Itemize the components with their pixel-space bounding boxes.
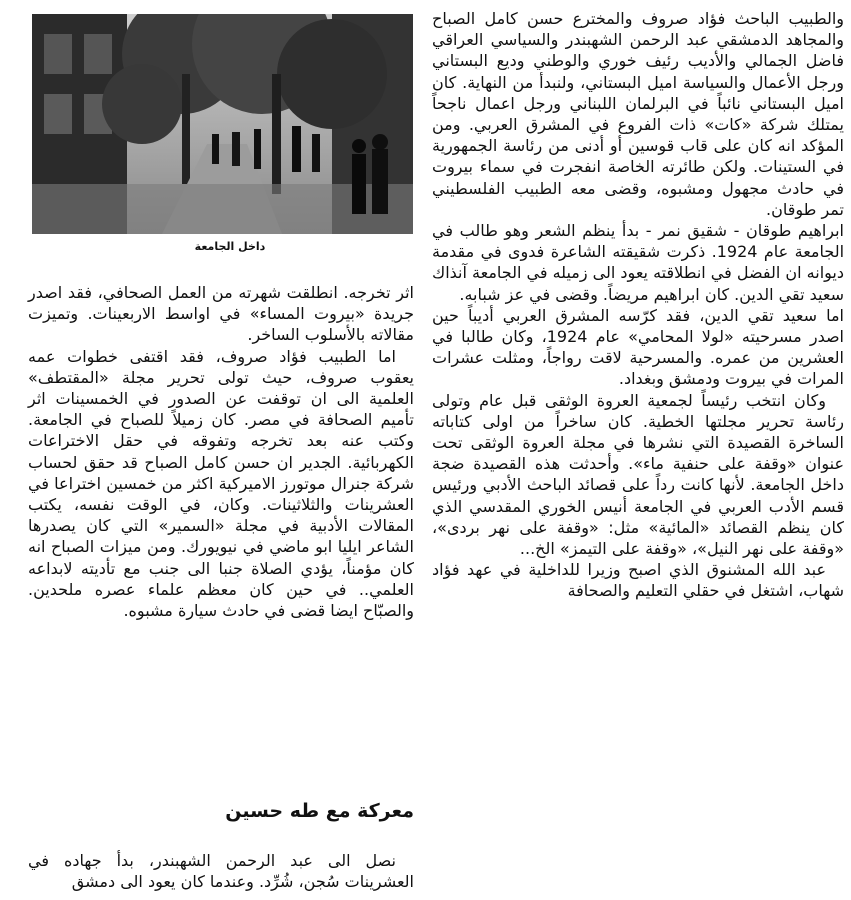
campus-photo-image (32, 14, 413, 234)
paragraph-sarrouf: اما الطبيب فؤاد صروف، فقد اقتفى خطوات عمه يعقوب صروف، حيث تولى تحرير مجلة «المقتطف» العلمية الى ان توقفت عن الصدور في الخمسينات اثر تأميم الصحافة في مصر. كان زميلاً للصباح في الجامعة. وكتب عنه بعد تخرجه وتفوقه في حقل الاختراعات الكهربائية. الجدير ان حسن كامل الصباح قد حقق لحساب شركة جنرال موتورز الاميركية اكثر من خمسين اختراعا في العشرينات والثلاثينات. وكان، في الوقت نفسه، يكتب المقالات الأدبية في مجلة «السمير» التي كان يصدرها الشاعر ايليا ابو ماضي في نيويورك. ومن ميزات الصباح انه كان مؤمناً، يؤدي الصلاة جنبا الى جنب مع تأديته لابداعه العلمي.. في حين كان معظم علماء عصره ملحدين. والصبّاح ايضا قضى في حادث سيارة مشبوه. (28, 346, 414, 621)
paragraph-urwa: وكان انتخب رئيساً لجمعية العروة الوثقى قبل عام وتولى رئاسة تحرير مجلتها الخطية. كان ساخراً من اولى كتاباته الساخرة القصيدة التي نشرها في مجلة العروة الوثقى تحت عنوان «وقفة على حنفية ماء». وأحدثت هذه القصيدة ضجة داخل الجامعة. لأنها كانت رداً على قصائد الباحث الأدبي ورئيس قسم الأدب العربي في الجامعة أنيس الخوري المقدسي الذي كان ينظم القصائد «المائية» مثل: «وقفة على نهر بردى»، «وقفة على نهر النيل»، «وقفة على التيمز» الخ... (432, 390, 844, 559)
paragraph-newspaper: اثر تخرجه. انطلقت شهرته من العمل الصحافي، فقد اصدر جريدة «بيروت المساء» في اواسط الاربعينات. وتميزت مقالاته بالأسلوب الساخر. (28, 283, 414, 345)
photo-caption: داخل الجامعة (194, 240, 266, 253)
left-column-continuation (28, 850, 414, 892)
paragraph-bustani: والطبيب الباحث فؤاد صروف والمخترع حسن كامل الصباح والمجاهد الدمشقي عبد الرحمن الشهبندر والسياسي العراقي فاضل الجمالي والأديب رئيف خوري والوطني وديع البستاني ورجل الأعمال والسياسة اميل البستاني، ولنبدأ من النهاية. كان اميل البستاني نائباً في البرلمان اللبناني ورجل اعمال ناجحاً يمتلك شركة «كات» ذات الفروع في المشرق العربي. ومن المؤكد انه كان على قاب قوسين أو أدنى من رئاسة الجمهورية في الستينات. ولكن طائرته الخاصة انفجرت في سماء بيروت في حادث مجهول ومشبوه، وقضى معه الطبيب الفلسطيني تمر طوقان. (432, 9, 844, 219)
left-column-body (28, 282, 414, 621)
right-column (432, 8, 844, 602)
section-heading: معركة مع طه حسين (225, 800, 414, 822)
paragraph-taqi-eddin: اما سعيد تقي الدين، فقد كرّسه المشرق العربي أديباً حين اصدر مسرحيته «لولا المحامي» عام 1924، وكان طالبا في العشرين من عمره. والمسرحية لاقت رواجاً، ومثلت عشرات المرات في بيروت ودمشق وبغداد. (432, 305, 845, 389)
paragraph-mashnouq: عبد الله المشنوق الذي اصبح وزيرا للداخلية في عهد فؤاد شهاب، اشتغل في حقلي التعليم والصحافة (432, 560, 844, 601)
paragraph-shahbandar: نصل الى عبد الرحمن الشهبندر، بدأ جهاده في العشرينات سُجن، شُرِّد. وعندما كان يعود الى دمشق (28, 851, 414, 892)
paragraph-touqan: ابراهيم طوقان - شقيق نمر - بدأ ينظم الشعر وهو طالب في الجامعة عام 1924. ذكرت شقيقته الشاعرة فدوى في مقدمة ديوانه ان الفضل في انطلاقته يعود الى زميله في الجامعة آنذاك سعيد تقي الدين. كان ابراهيم مريضاً. وقضى في عز شبابه. (432, 221, 845, 304)
campus-photo (32, 14, 413, 234)
